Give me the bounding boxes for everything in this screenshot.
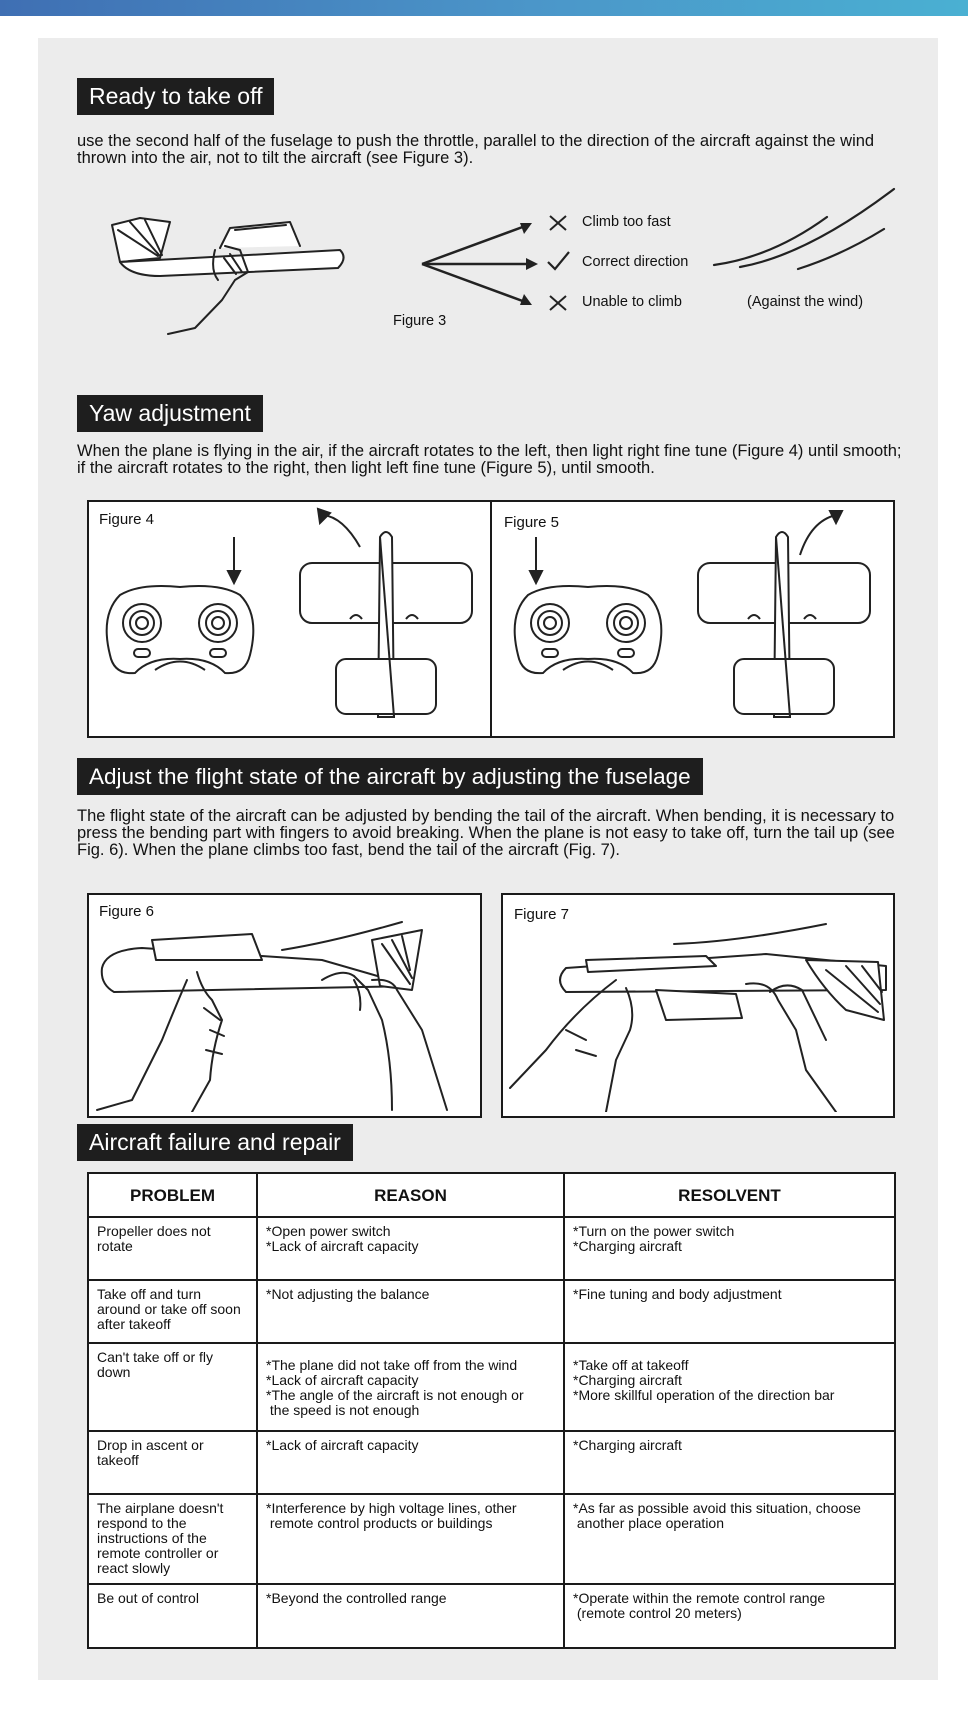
resolvent-cell: *Charging aircraft bbox=[564, 1431, 895, 1494]
climb-too-fast-x-icon bbox=[547, 214, 569, 232]
table-row bbox=[88, 1431, 895, 1494]
yaw-figure-divider bbox=[490, 502, 492, 736]
figure-6-label: Figure 6 bbox=[99, 903, 155, 920]
resolvent-cell: *Take off at takeoff *Charging aircraft *More skillful operation of the direction bar bbox=[564, 1343, 895, 1431]
against-wind-note: (Against the wind) bbox=[747, 294, 864, 310]
problem-cell: Propeller does not rotate bbox=[88, 1217, 257, 1280]
wind-lines-illustration bbox=[712, 185, 897, 275]
table-row bbox=[88, 1280, 895, 1343]
column-header-resolvent: RESOLVENT bbox=[564, 1173, 895, 1217]
figure-6-tail-up-illustration bbox=[92, 920, 477, 1112]
figure-3-label: Figure 3 bbox=[393, 313, 447, 329]
column-header-problem: PROBLEM bbox=[88, 1173, 257, 1217]
table-row bbox=[88, 1494, 895, 1584]
figure-5-remote-controller bbox=[508, 535, 668, 685]
reason-cell: *Lack of aircraft capacity bbox=[257, 1431, 564, 1494]
climb-too-fast-label: Climb too fast bbox=[582, 214, 671, 230]
problem-cell: Drop in ascent or takeoff bbox=[88, 1431, 257, 1494]
figure-7-tail-down-illustration bbox=[506, 920, 891, 1112]
resolvent-cell: *Turn on the power switch *Charging aircraft bbox=[564, 1217, 895, 1280]
table-header-row bbox=[88, 1173, 895, 1217]
figure-7-label: Figure 7 bbox=[514, 906, 570, 923]
unable-to-climb-x-icon bbox=[547, 294, 569, 312]
fuselage-heading: Adjust the flight state of the aircraft by adjusting the fuselage bbox=[77, 758, 703, 795]
fuselage-text: The flight state of the aircraft can be adjusted by bending the tail of the aircraft. When bending, it is necessary to press the bending part with fingers to avoid breaking. When the plane is not easy to take off, turn the tail up (see Fig. 6). When the plane climbs too fast, bend the tail of the aircraft (Fig. 7). bbox=[77, 807, 895, 859]
yaw-heading: Yaw adjustment bbox=[77, 395, 263, 432]
column-header-reason: REASON bbox=[257, 1173, 564, 1217]
problem-cell: Take off and turn around or take off soon after takeoff bbox=[88, 1280, 257, 1343]
hand-launch-illustration bbox=[100, 210, 350, 340]
reason-cell: *Not adjusting the balance bbox=[257, 1280, 564, 1343]
table-row bbox=[88, 1343, 895, 1431]
problem-cell: Can't take off or fly down bbox=[88, 1343, 257, 1431]
figure-4-remote-controller bbox=[100, 535, 260, 685]
repair-table bbox=[87, 1172, 896, 1649]
repair-heading: Aircraft failure and repair bbox=[77, 1124, 353, 1161]
yaw-text: When the plane is flying in the air, if the aircraft rotates to the left, then light right fine tune (Figure 4) until smooth; if the aircraft rotates to the right, then light left fine tune (Figure 5), until smooth. bbox=[77, 442, 902, 477]
launch-direction-arrows bbox=[420, 210, 540, 310]
figure-5-label: Figure 5 bbox=[504, 514, 560, 531]
top-banner bbox=[0, 0, 968, 16]
resolvent-cell: *As far as possible avoid this situation, choose another place operation bbox=[564, 1494, 895, 1584]
reason-cell: *Beyond the controlled range bbox=[257, 1584, 564, 1648]
reason-cell: *The plane did not take off from the wind *Lack of aircraft capacity *The angle of the aircraft is not enough or the speed is not enough bbox=[257, 1343, 564, 1431]
figure-4-plane-top-view bbox=[298, 507, 478, 729]
takeoff-heading: Ready to take off bbox=[77, 78, 274, 115]
table-row bbox=[88, 1217, 895, 1280]
table-row bbox=[88, 1584, 895, 1648]
figure-5-plane-top-view bbox=[696, 507, 876, 729]
takeoff-text: use the second half of the fuselage to push the throttle, parallel to the direction of the aircraft against the wind thrown into the air, not to tilt the aircraft (see Figure 3). bbox=[77, 132, 875, 167]
correct-direction-check-icon bbox=[545, 250, 571, 272]
correct-direction-label: Correct direction bbox=[582, 254, 689, 270]
figure-4-label: Figure 4 bbox=[99, 511, 155, 528]
unable-to-climb-label: Unable to climb bbox=[582, 294, 682, 310]
problem-cell: Be out of control bbox=[88, 1584, 257, 1648]
resolvent-cell: *Fine tuning and body adjustment bbox=[564, 1280, 895, 1343]
resolvent-cell: *Operate within the remote control range (remote control 20 meters) bbox=[564, 1584, 895, 1648]
reason-cell: *Open power switch *Lack of aircraft capacity bbox=[257, 1217, 564, 1280]
problem-cell: The airplane doesn't respond to the instructions of the remote controller or react slowly bbox=[88, 1494, 257, 1584]
reason-cell: *Interference by high voltage lines, other remote control products or buildings bbox=[257, 1494, 564, 1584]
